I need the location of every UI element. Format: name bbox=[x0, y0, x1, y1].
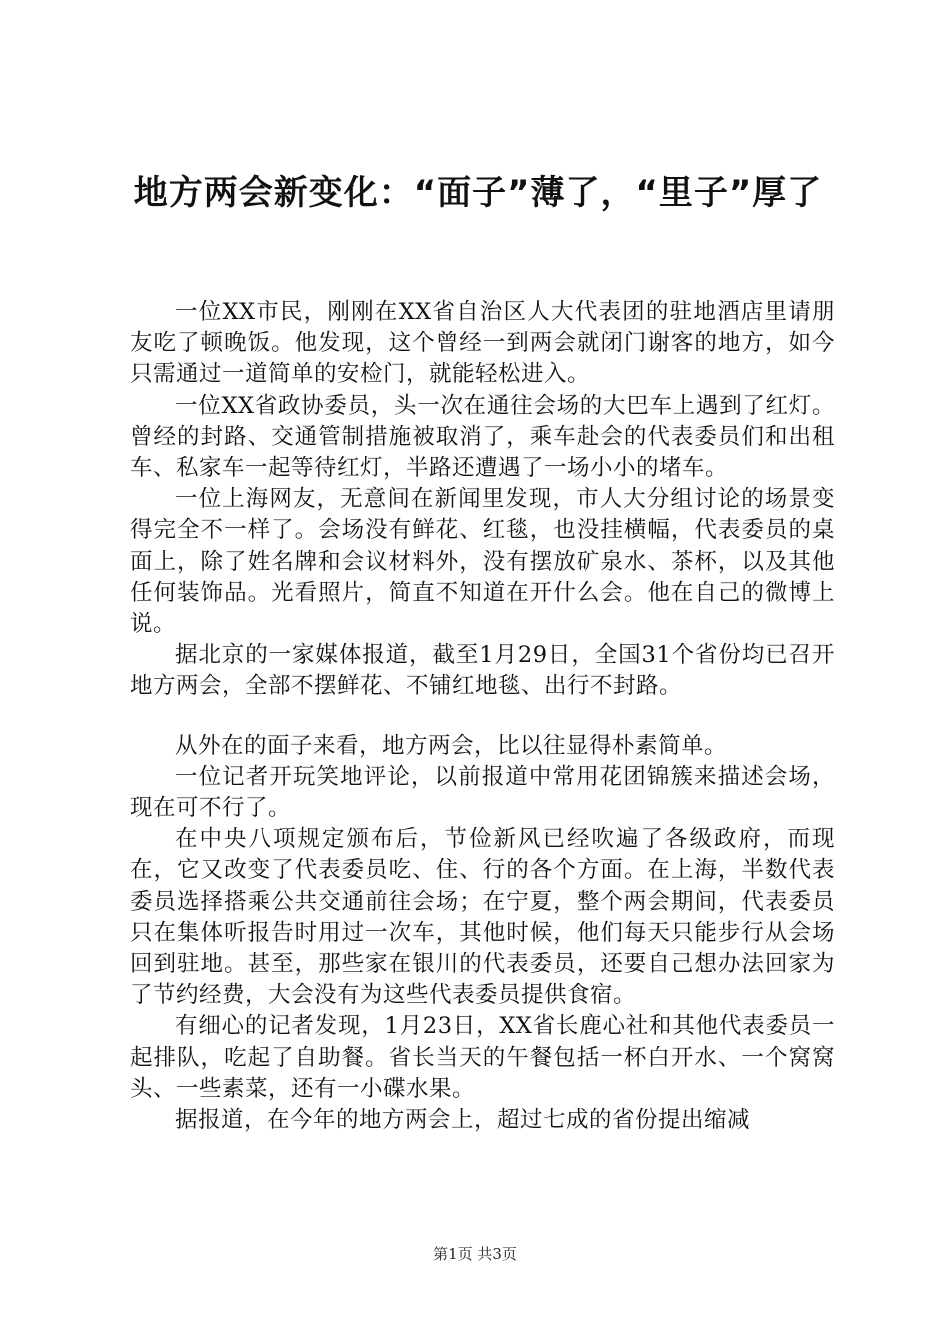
paragraph: 一位XX省政协委员，头一次在通往会场的大巴车上遇到了红灯。曾经的封路、交通管制措施被取消了，乘车赴会的代表委员们和出租车、私家车一起等待红灯，半路还遭遇了一场小小的堵车。 bbox=[130, 392, 835, 482]
page-footer bbox=[0, 1244, 950, 1264]
paragraph: 据北京的一家媒体报道，截至1月29日，全国31个省份均已召开地方两会，全部不摆鲜花、不铺红地毯、出行不封路。 bbox=[130, 642, 835, 700]
paragraph: 有细心的记者发现，1月23日，XX省长鹿心社和其他代表委员一起排队，吃起了自助餐。省长当天的午餐包括一杯白开水、一个窝窝头、一些素菜，还有一小碟水果。 bbox=[130, 1013, 835, 1102]
page-number: 第1页 共3页 bbox=[433, 1245, 517, 1263]
document-title: 地方两会新变化：“面子”薄了，“里子”厚了 bbox=[133, 173, 823, 213]
paragraph: 一位上海网友，无意间在新闻里发现，市人大分组讨论的场景变得完全不一样了。会场没有鲜花、红毯，也没挂横幅，代表委员的桌面上，除了姓名牌和会议材料外，没有摆放矿泉水、茶杯，以及其他任何装饰品。光看照片，简直不知道在开什么会。他在自己的微博上说。 bbox=[130, 486, 835, 638]
paragraph: 在中央八项规定颁布后，节俭新风已经吹遍了各级政府，而现在，它又改变了代表委员吃、住、行的各个方面。在上海，半数代表委员选择搭乘公共交通前往会场；在宁夏，整个两会期间，代表委员只在集体听报告时用过一次车，其他时候，他们每天只能步行从会场回到驻地。甚至，那些家在银川的代表委员，还要自己想办法回家为了节约经费，大会没有为这些代表委员提供食宿。 bbox=[130, 826, 835, 1009]
paragraph: 一位记者开玩笑地评论，以前报道中常用花团锦簇来描述会场，现在可不行了。 bbox=[130, 763, 835, 822]
paragraph: 据报道，在今年的地方两会上，超过七成的省份提出缩减 bbox=[175, 1107, 751, 1134]
document-body bbox=[130, 297, 835, 1136]
paragraph: 一位XX市民，刚刚在XX省自治区人大代表团的驻地酒店里请朋友吃了顿晚饭。他发现，这个曾经一到两会就闭门谢客的地方，如今只需通过一道简单的安检门，就能轻松进入。 bbox=[130, 299, 835, 388]
paragraph: 从外在的面子来看，地方两会，比以往显得朴素简单。 bbox=[175, 732, 728, 759]
